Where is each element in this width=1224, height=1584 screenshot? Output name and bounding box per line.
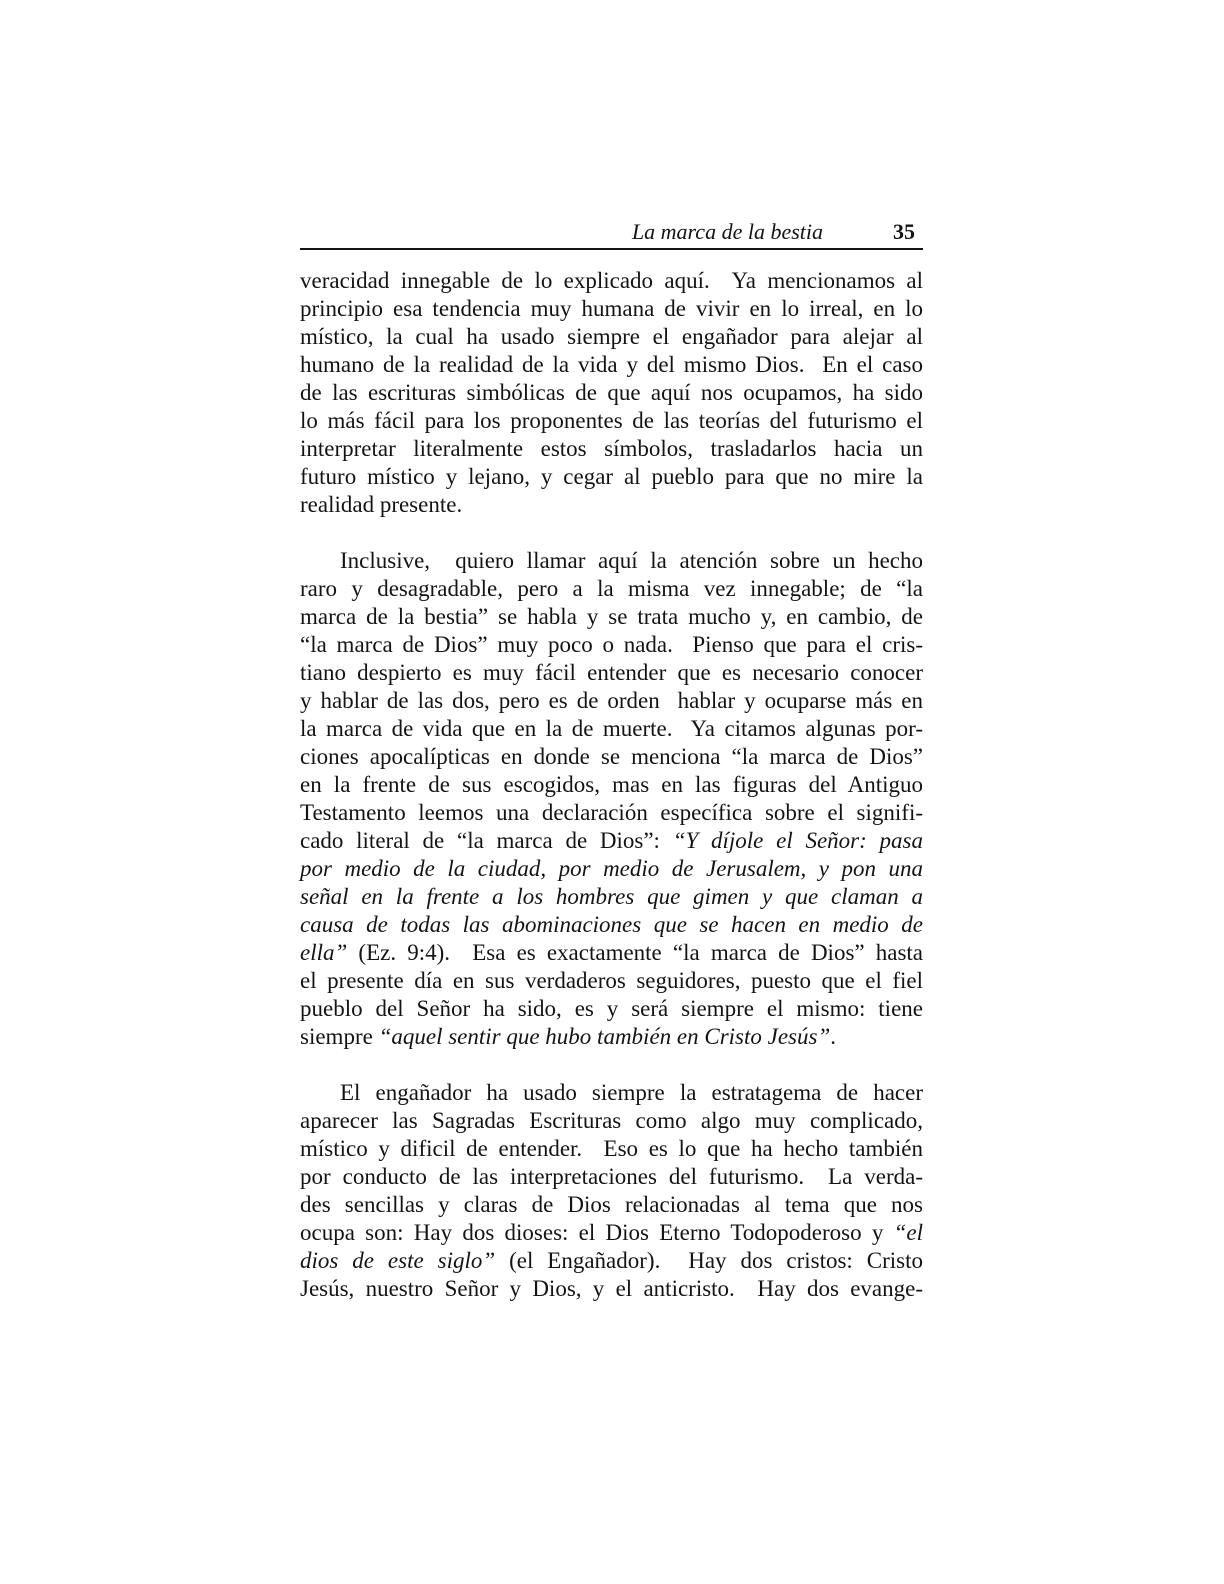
text-segment: interpretar literalmente estos símbolos, trasladarlos hacia un [300,436,923,461]
text-segment: lo más fácil para los proponentes de las teorías del futurismo el [300,408,923,433]
quoted-scripture-segment: señal en la frente a los hombres que gimen y que claman a [300,884,923,909]
text-line [300,547,923,575]
text-segment: principio esa tendencia muy humana de vivir en lo irreal, en lo [300,296,923,321]
text-segment: místico, la cual ha usado siempre el engañador para alejar al [300,324,923,349]
text-segment: por conducto de las interpretaciones del futurismo. La verda- [300,1164,923,1189]
text-segment: (el Engañador). Hay dos cristos: Cristo [495,1248,923,1273]
text-line [300,267,923,295]
text-line [300,883,923,911]
running-header-title: La marca de la bestia [631,219,823,244]
text-segment: tiano despierto es muy fácil entender que es necesario conocer [300,660,923,685]
text-segment: en la frente de sus escogidos, mas en las figuras del Antiguo [300,772,923,797]
text-line [300,1107,923,1135]
text-line [300,939,923,967]
text-line [300,715,923,743]
text-line [300,743,923,771]
quoted-scripture-segment: “el [893,1220,923,1245]
text-line [300,1275,923,1303]
text-line [300,631,923,659]
text-segment: “la marca de Dios” muy poco o nada. Pienso que para el cris- [300,632,923,657]
page-content [300,220,923,1303]
text-segment: de las escrituras simbólicas de que aquí nos ocupamos, ha sido [300,380,923,405]
text-segment: místico y dificil de entender. Eso es lo que ha hecho también [300,1136,923,1161]
text-segment: . [830,1024,836,1049]
text-line [300,659,923,687]
text-segment: veracidad innegable de lo explicado aquí. Ya mencionamos al [300,268,923,293]
text-line [300,799,923,827]
text-line [300,827,923,855]
text-line [300,1219,923,1247]
text-segment: raro y desagradable, pero a la misma vez innegable; de “la [300,576,923,601]
text-segment: humano de la realidad de la vida y del mismo Dios. En el caso [300,352,923,377]
quoted-scripture-segment: ella” [300,940,348,965]
text-segment: y hablar de las dos, pero es de orden hablar y ocuparse más en [300,688,923,713]
text-line [300,323,923,351]
page-number: 35 [893,219,915,244]
text-segment: ocupa son: Hay dos dioses: el Dios Eterno Todopoderoso y [300,1220,894,1245]
text-segment: cado literal de “la marca de Dios”: [300,828,673,853]
text-line [300,407,923,435]
text-segment: aparecer las Sagradas Escrituras como algo muy complicado, [300,1108,923,1133]
text-line [300,1079,923,1107]
text-line [300,1191,923,1219]
paragraph [300,267,923,519]
text-line [300,1023,923,1051]
text-line [300,911,923,939]
text-line [300,1247,923,1275]
text-line [300,1163,923,1191]
text-segment: la marca de vida que en la de muerte. Ya citamos algunas por- [300,716,923,741]
text-segment: siempre [300,1024,379,1049]
quoted-scripture-segment: por medio de la ciudad, por medio de Jerusalem, y pon una [300,856,923,881]
text-segment: Inclusive, quiero llamar aquí la atención sobre un hecho [340,548,923,573]
text-segment: El engañador ha usado siempre la estratagema de hacer [340,1080,923,1105]
text-segment: ciones apocalípticas en donde se menciona “la marca de Dios” [300,744,923,769]
text-line [300,463,923,491]
text-line [300,1135,923,1163]
text-line [300,967,923,995]
text-segment: realidad presente. [300,492,463,517]
text-segment: pueblo del Señor ha sido, es y será siempre el mismo: tiene [300,996,923,1021]
text-segment: Testamento leemos una declaración específica sobre el signifi- [300,800,923,825]
text-line [300,603,923,631]
text-segment: (Ez. 9:4). Esa es exactamente “la marca de Dios” hasta [347,940,923,965]
paragraph [300,547,923,1051]
text-segment: Jesús, nuestro Señor y Dios, y el anticristo. Hay dos evange- [300,1276,923,1301]
paragraph [300,1079,923,1303]
quoted-scripture-segment: “Y díjole el Señor: pasa [672,828,923,853]
text-segment: des sencillas y claras de Dios relacionadas al tema que nos [300,1192,923,1217]
body-text [300,267,923,1303]
running-header [300,220,923,250]
text-line [300,575,923,603]
text-line [300,379,923,407]
text-line [300,995,923,1023]
quoted-scripture-segment: dios de este siglo” [300,1248,496,1273]
quoted-scripture-segment: “aquel sentir que hubo también en Cristo Jesús” [378,1024,831,1049]
text-segment: futuro místico y lejano, y cegar al pueblo para que no mire la [300,464,923,489]
text-line [300,295,923,323]
text-line [300,687,923,715]
quoted-scripture-segment: causa de todas las abominaciones que se hacen en medio de [300,912,923,937]
text-segment: el presente día en sus verdaderos seguidores, puesto que el fiel [300,968,923,993]
text-segment: marca de la bestia” se habla y se trata mucho y, en cambio, de [300,604,923,629]
text-line [300,435,923,463]
text-line [300,771,923,799]
text-line [300,855,923,883]
text-line [300,491,923,519]
text-line [300,351,923,379]
